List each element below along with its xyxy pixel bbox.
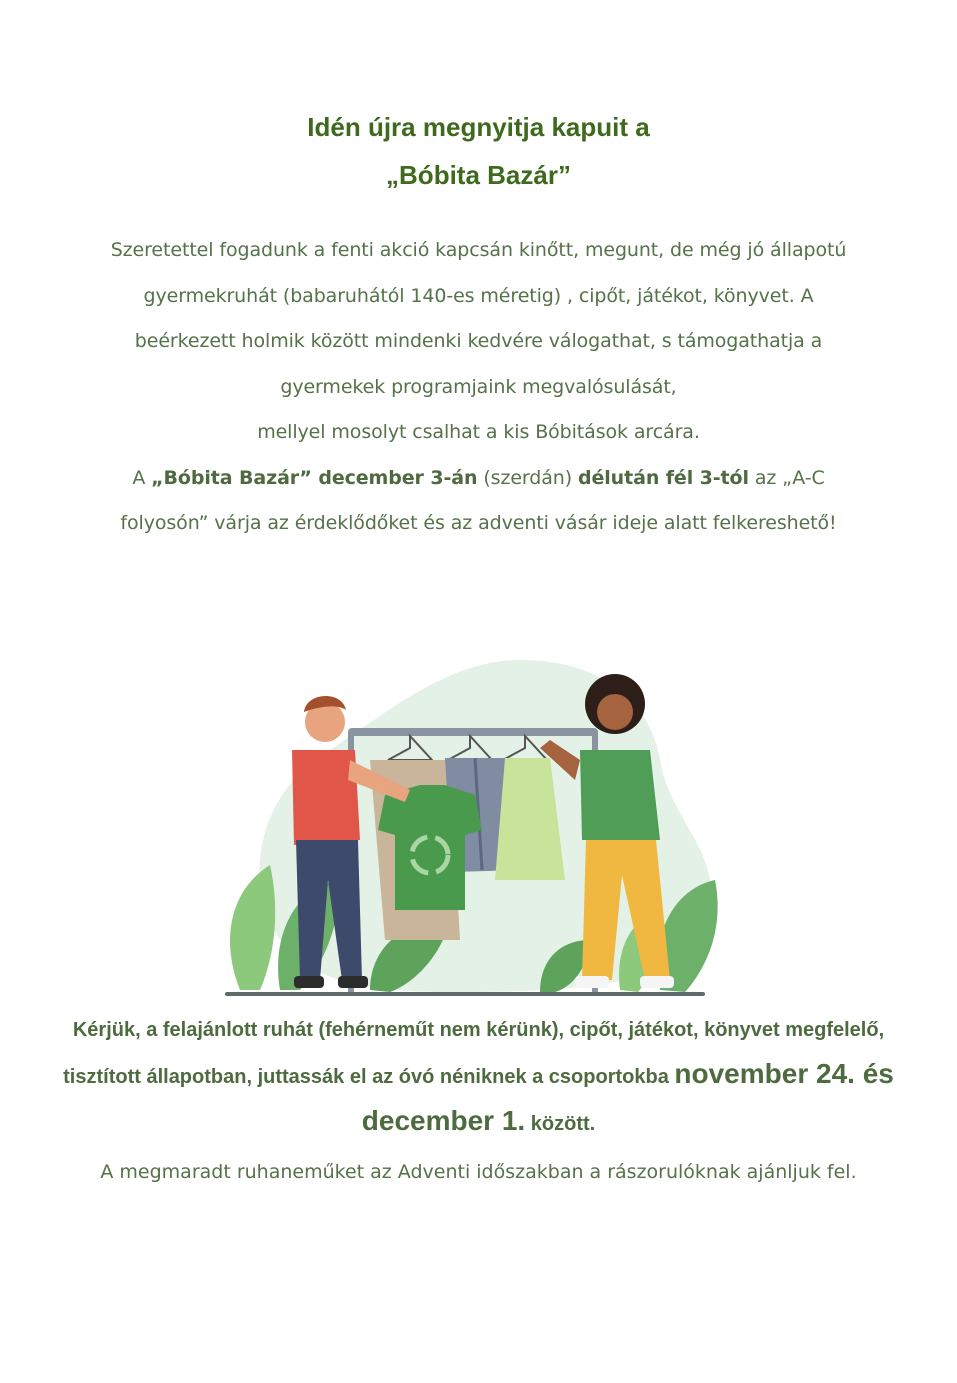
closing-paragraph: A megmaradt ruhaneműket az Adventi időszakban a rászorulóknak ajánljuk fel.	[100, 1161, 857, 1183]
request-suffix: között.	[525, 1113, 596, 1135]
intro-text-2: mellyel mosolyt csalhat a kis Bóbitások arcára.	[257, 421, 700, 443]
request-text: Kérjük, a felajánlott ruhát (fehérneműt nem kérünk), cipőt, játékot, könyvet megfelelő, tisztított állapotban, juttassák el az óvó néniknek a csoportokba	[63, 1019, 885, 1088]
bazaar-date: „Bóbita Bazár” december 3-án	[151, 466, 478, 489]
bazaar-location: az „A-C folyosón” várja az érdeklődőket és az adventi vásár ideje alatt felkereshető!	[120, 466, 837, 534]
donation-request	[60, 1008, 897, 1146]
title-line-2: „Bóbita Bazár”	[386, 160, 571, 190]
title-line-1: Idén újra megnyitja kapuit a	[307, 112, 650, 142]
intro-paragraph	[100, 228, 857, 547]
clothes-rack-illustration	[220, 640, 740, 1010]
collection-dates: november 24. és december 1.	[361, 1058, 894, 1136]
intro-prefix: A	[132, 466, 152, 489]
bazaar-day: (szerdán)	[477, 466, 578, 489]
intro-text-1: Szeretettel fogadunk a fenti akció kapcsán kinőtt, megunt, de még jó állapotú gyermekruhát (babaruhától 140-es méretig) , cipőt, játékot, könyvet. A beérkezett holmik között mindenki kedvére válogathat, s támogathatja a gyermekek programjaink megvalósulását,	[110, 239, 847, 398]
bazaar-time: délután fél 3-tól	[577, 466, 749, 489]
